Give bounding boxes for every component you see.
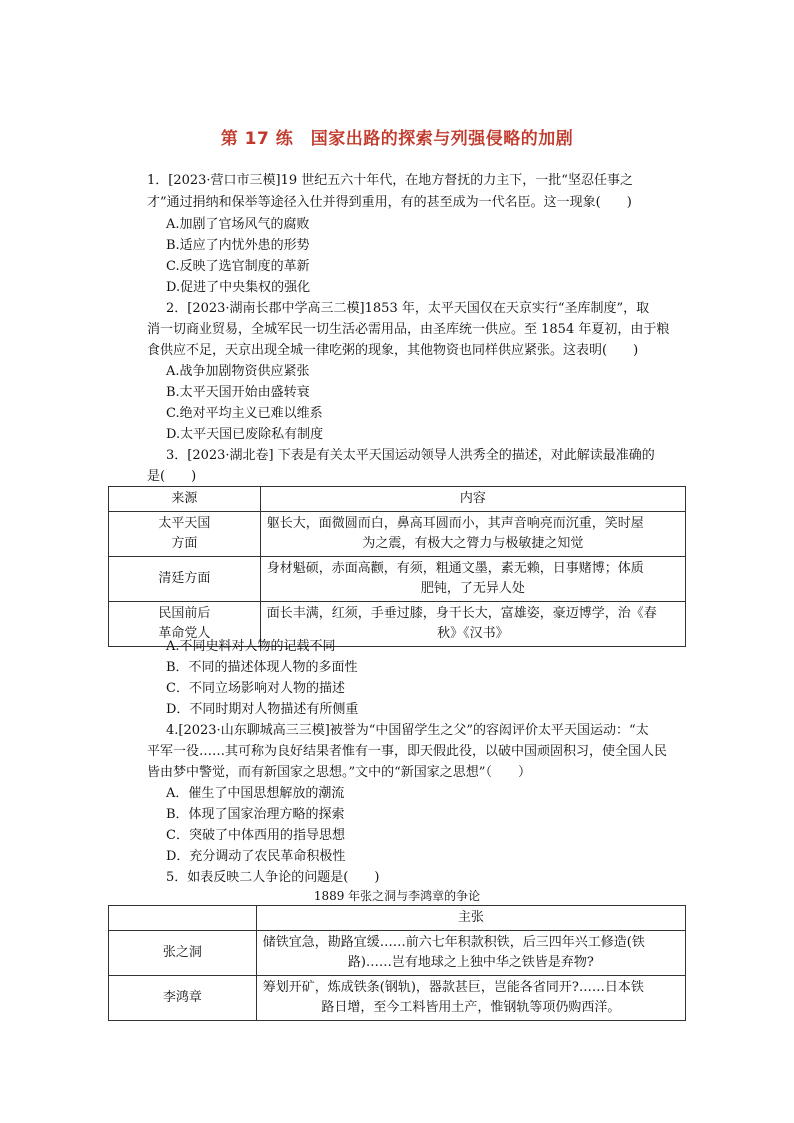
q3-table [108,486,686,647]
claim-line: 储铁宜急，勘路宜缓……前六七年积款积铁，后三四年兴工修造(铁 [262,935,645,950]
table-header-content: 内容 [260,487,685,512]
page-title: 第 17 练 国家出路的探索与列强侵略的加剧 [220,129,574,149]
table-row [109,512,686,557]
q4-stem-line2: 平军一役……其可称为良好结果者惟有一事，即天假此役，以破中国顽固积习，使全国人民 [147,744,668,759]
q2-option-a: A.战争加剧物资供应紧张 [166,364,310,379]
content-line: 肥钝，了无异人处 [420,581,525,596]
claim-line: 路日增，至今工料皆用土产，惟钢轨等项仍购西洋。 [321,1000,621,1015]
q2-option-d: D.太平天国已废除私有制度 [166,427,324,442]
content-line: 身材魁硕，赤面高颧，有须，粗通文墨，素无赖，日事赌博；体质 [266,561,644,576]
q3-option-a: A.不同史料对人物的记载不同 [166,639,336,654]
table-cell-person: 张之洞 [109,931,257,976]
q1-stem-line1: 1．[2023·营口市三模]19 世纪五六十年代，在地方督抚的力主下，一批“坚忍任事之 [147,173,633,188]
content-line: 躯长大，面微圆而白，鼻高耳圆而小，其声音响亮而沉重，笑时屋 [266,516,644,531]
q3-option-c: C．不同立场影响对人物的描述 [166,681,345,696]
content-line: 秋》《汉书》 [437,626,509,641]
table-header-claim: 主张 [256,906,685,931]
source-line: 清廷方面 [158,571,211,586]
table-cell-content [260,557,685,602]
q2-option-c: C.绝对平均主义已难以维系 [166,406,323,421]
q4-stem-line1: 4.[2023·山东聊城高三三模]被誉为“中国留学生之父”的容闳评价太平天国运动：“太 [166,723,649,738]
q4-stem-line3: 皆由梦中警觉，而有新国家之思想。”文中的“新国家之思想”（ ） [147,765,531,780]
source-line: 民国前后 [158,606,211,621]
table-header-row [109,487,686,512]
table-cell-content [260,512,685,557]
claim-line: 路)……岂有地球之上独中华之铁皆是弃物? [347,955,594,970]
q2-stem-line3: 食供应不足，天京出现全城一律吃粥的现象，其他物资也同样供应紧张。这表明( ) [147,343,639,358]
q1-stem-line2: 才”通过捐纳和保举等途径入仕并得到重用，有的甚至成为一代名臣。这一现象( ) [147,195,632,210]
q1-option-b: B.适应了内忧外患的形势 [166,238,310,253]
q2-option-b: B.太平天国开始由盛转衰 [166,385,310,400]
content-line: 面长丰满，红须，手垂过膝，身干长大，富雄姿，豪迈博学，治《春 [266,606,657,621]
q1-option-c: C.反映了选官制度的革新 [166,259,310,274]
q4-option-b: B．体现了国家治理方略的探索 [166,807,345,822]
q5-table [108,905,686,1021]
table-cell-claim [256,976,685,1021]
table-header-row [109,906,686,931]
q1-option-a: A.加剧了官场风气的腐败 [166,217,310,232]
q1-option-d: D.促进了中央集权的强化 [166,280,311,295]
table-header-source: 来源 [109,487,261,512]
table-row [109,557,686,602]
q4-option-c: C．突破了中体西用的指导思想 [166,828,345,843]
table-cell-claim [256,931,685,976]
q5-stem: 5．如表反映二人争论的问题是( ) [166,870,380,885]
table-row [109,931,686,976]
source-line: 方面 [171,536,198,551]
q3-stem-line1: 3．[2023·湖北卷] 下表是有关太平天国运动领导人洪秀全的描述，对此解读最准确的 [166,448,655,463]
source-line: 革命党人 [158,626,211,641]
table-cell-source [109,557,261,602]
q3-option-b: B．不同的描述体现人物的多面性 [166,660,358,675]
q3-option-d: D．不同时期对人物描述有所侧重 [166,702,359,717]
content-line: 为之震，有极大之膂力与极敏捷之知觉 [362,536,584,551]
q3-stem-line2: 是( ) [147,469,197,484]
q2-stem-line1: 2．[2023·湖南长郡中学高三二模]1853 年，太平天国仅在天京实行“圣库制度”，取 [166,301,650,316]
table-row [109,976,686,1021]
table-cell-source [109,512,261,557]
q2-stem-line2: 消一切商业贸易，全城军民一切生活必需用品，由圣库统一供应。至 1854 年夏初，由于粮 [147,322,670,337]
q5-table-caption: 1889 年张之洞与李鸿章的争论 [313,889,481,903]
q4-option-a: A．催生了中国思想解放的潮流 [166,786,345,801]
table-cell-person: 李鸿章 [109,976,257,1021]
claim-line: 筹划开矿，炼成铁条(钢轨)，器款甚巨，岂能各省同开?……日本铁 [262,980,644,995]
q4-option-d: D．充分调动了农民革命积极性 [166,849,346,864]
source-line: 太平天国 [158,516,211,531]
table-header-blank [109,906,257,931]
